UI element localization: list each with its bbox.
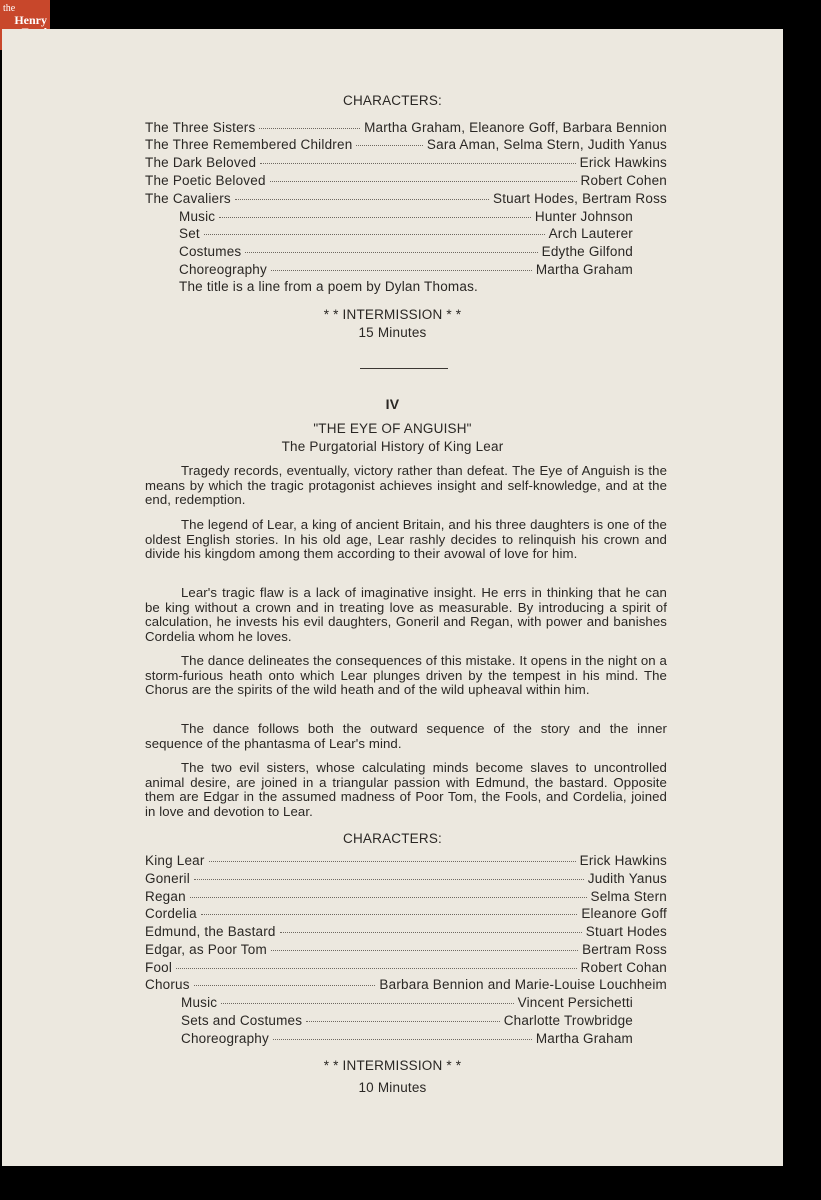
credit-row [181,1031,633,1046]
credit-row [181,1013,633,1028]
logo-line-1: the [3,3,16,14]
dance-title: "THE EYE OF ANGUISH" [313,421,472,436]
cast-role: Regan [145,889,186,904]
description-paragraph: The two evil sisters, whose calculating minds become slaves to uncontrolled animal desire, are joined in a triangular passion with Edmund, the bastard. Opposite them are Edgar in the assumed madness of Poor Tom, the Fools, and Cordelia, joined in love and devotion to Lear. [145,760,667,819]
intermission-1: * * INTERMISSION * * [323,307,462,322]
description-paragraph: The dance delineates the consequences of this mistake. It opens in the night on a storm-furious heath onto which Lear plunges driven by the tempest in his mind. The Chorus are the spirits of the wild heath and of the wild upheaval within him. [145,653,667,698]
credit-row [179,262,633,277]
cast-role: The Poetic Beloved [145,173,266,188]
credit-performer: Charlotte Trowbridge [503,1013,633,1028]
cast-role: The Dark Beloved [145,155,257,170]
credit-performer: Martha Graham [535,262,633,277]
credit-role: Set [179,226,200,241]
credit-role: Sets and Costumes [181,1013,303,1028]
cast-row [145,977,667,992]
intermission-duration-1: 15 Minutes [358,325,427,340]
credit-performer: Arch Lauterer [548,226,633,241]
cast-performer: Eleanore Goff [581,906,667,921]
credit-role: Music [179,209,216,224]
credit-performer: Martha Graham [535,1031,633,1046]
section-divider [360,368,448,369]
cast-performer: Judith Yanus [587,871,667,886]
cast-performer: Erick Hawkins [579,155,667,170]
cast-row [145,871,667,886]
cast-role: Cordelia [145,906,197,921]
credit-role: Costumes [179,244,242,259]
program-page [2,29,783,1166]
cast-performer: Robert Cohen [580,173,667,188]
credit-row [179,209,633,224]
cast-performer: Selma Stern [590,889,667,904]
cast-role: Edmund, the Bastard [145,924,276,939]
cast-performer: Robert Cohan [580,960,667,975]
credit-performer: Vincent Persichetti [517,995,633,1010]
cast-role: Goneril [145,871,190,886]
cast-performer: Bertram Ross [582,942,667,957]
cast-performer: Barbara Bennion and Marie-Louise Louchheim [379,977,667,992]
description-paragraph: The legend of Lear, a king of ancient Britain, and his three daughters is one of the oldest English stories. In his old age, Lear rashly decides to relinquish his crown and divide his kingdom among them according to their avowal of love for him. [145,517,667,562]
credit-role: Choreography [181,1031,269,1046]
credit-performer: Hunter Johnson [534,209,633,224]
cast-row [145,960,667,975]
cast-row [145,942,667,957]
credit-row [181,995,633,1010]
logo-line-2: Henry [14,13,47,27]
cast-row [145,853,667,868]
cast-row [145,120,667,135]
credit-role: Choreography [179,262,267,277]
cast-role: Edgar, as Poor Tom [145,942,267,957]
cast-role: King Lear [145,853,205,868]
description-paragraph: Tragedy records, eventually, victory rather than defeat. The Eye of Anguish is the means by which the tragic protagonist achieves insight and self-knowledge, and at the end, redemption. [145,463,667,508]
cast-role: The Three Sisters [145,120,256,135]
cast-performer: Erick Hawkins [579,853,667,868]
cast-performer: Stuart Hodes, Bertram Ross [492,191,667,206]
cast-role: The Three Remembered Children [145,137,353,152]
intermission-duration-2: 10 Minutes [358,1080,427,1095]
description-paragraph: Lear's tragic flaw is a lack of imaginative insight. He errs in thinking that he can be king without a crown and in treating love as measurable. By introducing a spirit of calculation, he invests his evil daughters, Goneril and Regan, with power and banishes Cordelia whom he loves. [145,585,667,644]
cast-row [145,924,667,939]
cast-performer: Stuart Hodes [585,924,667,939]
description-paragraph: The dance follows both the outward sequence of the story and the inner sequence of the phantasma of Lear's mind. [145,721,667,751]
dance-subtitle: The Purgatorial History of King Lear [281,439,504,454]
intermission-2: * * INTERMISSION * * [323,1058,462,1073]
section-number: IV [385,396,400,412]
cast-row [145,906,667,921]
title-note: The title is a line from a poem by Dylan Thomas. [179,279,478,294]
cast-performer: Martha Graham, Eleanore Goff, Barbara Bennion [364,120,667,135]
cast-row [145,889,667,904]
characters-heading-1: CHARACTERS: [343,93,442,108]
cast-row [145,137,667,152]
cast-role: Fool [145,960,173,975]
cast-row [145,173,667,188]
cast-row [145,191,667,206]
cast-role: Chorus [145,977,190,992]
credit-performer: Edythe Gilfond [541,244,633,259]
credit-row [179,244,633,259]
cast-role: The Cavaliers [145,191,231,206]
characters-heading-2: CHARACTERS: [343,831,442,846]
credit-role: Music [181,995,218,1010]
credit-row [179,226,633,241]
cast-performer: Sara Aman, Selma Stern, Judith Yanus [426,137,667,152]
cast-row [145,155,667,170]
